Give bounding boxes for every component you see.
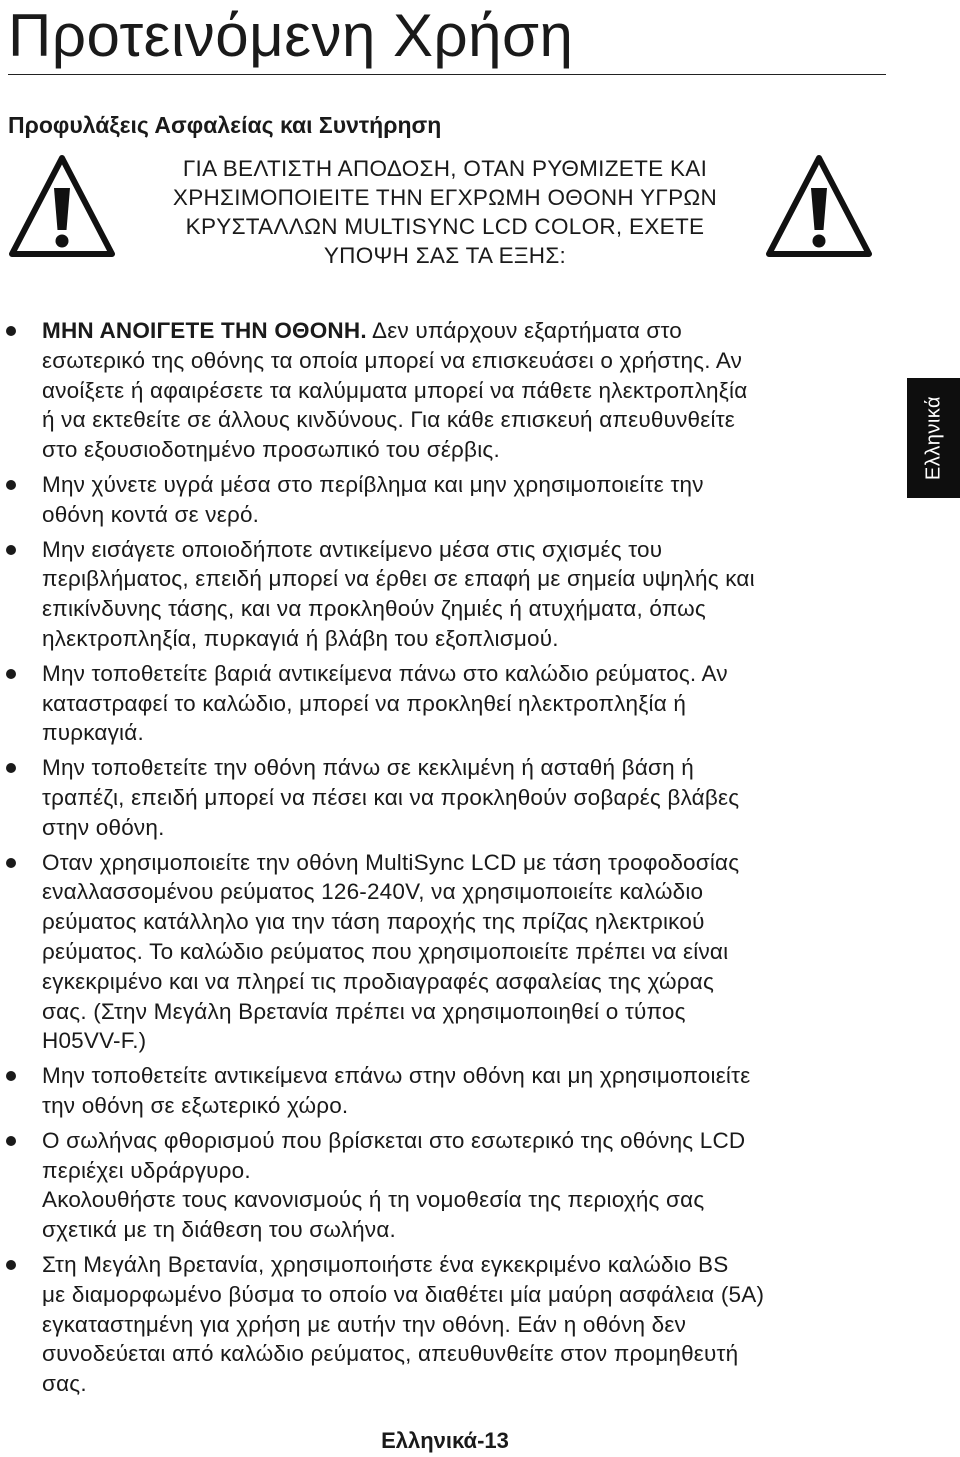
warning-line: ΧΡΗΣΙΜΟΠΟΙΕΙΤΕ ΤΗΝ ΕΓΧΡΩΜΗ ΟΘΟΝΗ ΥΓΡΩΝ — [172, 185, 718, 210]
bullet-line: ηλεκτροπληξία, πυρκαγιά ή βλάβη του εξοπλισμού. — [42, 625, 559, 651]
list-item — [0, 659, 900, 748]
bullet-line: Μην τοποθετείτε αντικείμενα επάνω στην οθόνη και μη χρησιμοποιείτε — [42, 1063, 751, 1089]
list-item — [0, 535, 900, 654]
bullet-line: την οθόνη σε εξωτερικό χώρο. — [42, 1092, 349, 1118]
warning-triangle-icon — [6, 152, 118, 260]
bullet-line: επικίνδυνης τάσης, και να προκληθούν ζημιές ή ατυχήματα, όπως — [42, 596, 706, 622]
title-divider — [8, 74, 886, 75]
bullet-line: εναλλασσομένου ρεύματος 126-240V, να χρησιμοποιείτε καλώδιο — [42, 879, 704, 905]
bullet-line: H05VV-F.) — [42, 1028, 147, 1054]
bold-lead: ΜΗΝ ΑΝΟΙΓΕΤΕ ΤΗΝ ΟΘΟΝΗ. — [42, 318, 367, 343]
warning-line: ΓΙΑ ΒΕΛΤΙΣΤΗ ΑΠΟΔΟΣΗ, ΟΤΑΝ ΡΥΘΜΙΖΕΤΕ ΚΑΙ — [182, 156, 708, 181]
bullet-line: Μην τοποθετείτε βαριά αντικείμενα πάνω στο καλώδιο ρεύματος. Αν — [42, 660, 728, 686]
bullet-icon — [6, 480, 16, 490]
bullet-icon — [6, 669, 16, 679]
bullet-icon — [6, 858, 16, 868]
bullet-line — [42, 316, 900, 346]
warning-line: ΥΠΟΨΗ ΣΑΣ ΤΑ ΕΞΗΣ: — [323, 243, 567, 268]
safety-precautions-list — [0, 316, 900, 1404]
bullet-line: καταστραφεί το καλώδιο, μπορεί να προκληθεί ηλεκτροπληξία ή — [42, 690, 687, 716]
warning-notice — [140, 154, 750, 270]
warning-triangle-icon — [763, 152, 875, 260]
list-item — [0, 1126, 900, 1245]
list-item — [0, 848, 900, 1057]
bullet-line: τραπέζι, επειδή μπορεί να πέσει και να προκληθούν σοβαρές βλάβες — [42, 784, 740, 810]
bullet-line: περιέχει υδράργυρο. — [42, 1157, 251, 1183]
bullet-line: Στη Μεγάλη Βρετανία, χρησιμοποιήστε ένα εγκεκριμένο καλώδιο BS — [42, 1251, 729, 1277]
language-side-tab — [907, 378, 960, 498]
list-item — [0, 753, 900, 842]
bullet-line: Οταν χρησιμοποιείτε την οθόνη MultiSync LCD με τάση τροφοδοσίας — [42, 849, 740, 875]
bullet-line: σχετικά με τη διάθεση του σωλήνα. — [42, 1217, 397, 1243]
bullet-line: περιβλήματος, επειδή μπορεί να έρθει σε επαφή με σημεία υψηλής και — [42, 566, 755, 592]
bullet-line: εγκαταστημένη για χρήση με αυτήν την οθόνη. Εάν η οθόνη δεν — [42, 1311, 687, 1337]
bullet-line: σας. (Στην Μεγάλη Βρετανία πρέπει να χρησιμοποιηθεί ο τύπος — [42, 998, 686, 1024]
bullet-icon — [6, 1071, 16, 1081]
bullet-line: Ο σωλήνας φθορισμού που βρίσκεται στο εσωτερικό της οθόνης LCD — [42, 1127, 746, 1153]
bullet-line: με διαμορφωμένο βύσμα το οποίο να διαθέτει μία μαύρη ασφάλεια (5A) — [42, 1281, 765, 1307]
page-number: Ελληνικά-13 — [381, 1428, 509, 1453]
list-item — [0, 1061, 900, 1121]
bullet-icon — [6, 545, 16, 555]
bullet-line: εσωτερικό της οθόνης τα οποία μπορεί να επισκευάσει ο χρήστης. Αν — [42, 347, 743, 373]
list-item — [0, 1250, 900, 1399]
language-side-tab-label: Ελληνικά — [922, 395, 944, 481]
bullet-icon — [6, 1260, 16, 1270]
bullet-line: πυρκαγιά. — [42, 720, 144, 746]
bullet-line-rest: Δεν υπάρχουν εξαρτήματα στο — [366, 318, 682, 343]
bullet-line: Μην τοποθετείτε την οθόνη πάνω σε κεκλιμένη ή ασταθή βάση ή — [42, 755, 694, 781]
bullet-icon — [6, 326, 16, 336]
bullet-line: ρεύματος κατάλληλο για την τάση παροχής της πρίζας ηλεκτρικού — [42, 909, 705, 935]
section-heading: Προφυλάξεις Ασφαλείας και Συντήρηση — [8, 112, 442, 138]
bullet-line: Μην χύνετε υγρά μέσα στο περίβλημα και μην χρησιμοποιείτε την — [42, 471, 704, 497]
warning-line: ΚΡΥΣΤΑΛΛΩΝ MULTISYNC LCD COLOR, ΕΧΕΤΕ — [185, 214, 705, 239]
bullet-line: συνοδεύεται από καλώδιο ρεύματος, απευθυνθείτε στον προμηθευτή — [42, 1341, 739, 1367]
bullet-line: στο εξουσιοδοτημένο προσωπικό του σέρβις. — [42, 437, 500, 463]
bullet-line: ρεύματος. Το καλώδιο ρεύματος που χρησιμοποιείτε πρέπει να είναι — [42, 938, 729, 964]
bullet-line: στην οθόνη. — [42, 814, 165, 840]
bullet-line: εγκεκριμένο και να πληρεί τις προδιαγραφές ασφαλείας της χώρας — [42, 968, 715, 994]
bullet-line: Ακολουθήστε τους κανονισμούς ή τη νομοθεσία της περιοχής σας — [42, 1187, 705, 1213]
bullet-icon — [6, 763, 16, 773]
bullet-line: ανοίξετε ή αφαιρέσετε τα καλύμματα μπορεί να πάθετε ηλεκτροπληξία — [42, 377, 748, 403]
list-item — [0, 316, 900, 465]
bullet-line: Μην εισάγετε οποιοδήποτε αντικείμενο μέσα στις σχισμές του — [42, 536, 663, 562]
page-title: Προτεινόμενη Χρήση — [8, 2, 574, 69]
list-item — [0, 470, 900, 530]
bullet-line: σας. — [42, 1371, 87, 1397]
bullet-icon — [6, 1136, 16, 1146]
bullet-line: ή να εκτεθείτε σε άλλους κινδύνους. Για κάθε επισκευή απευθυνθείτε — [42, 407, 736, 433]
bullet-line: οθόνη κοντά σε νερό. — [42, 501, 260, 527]
